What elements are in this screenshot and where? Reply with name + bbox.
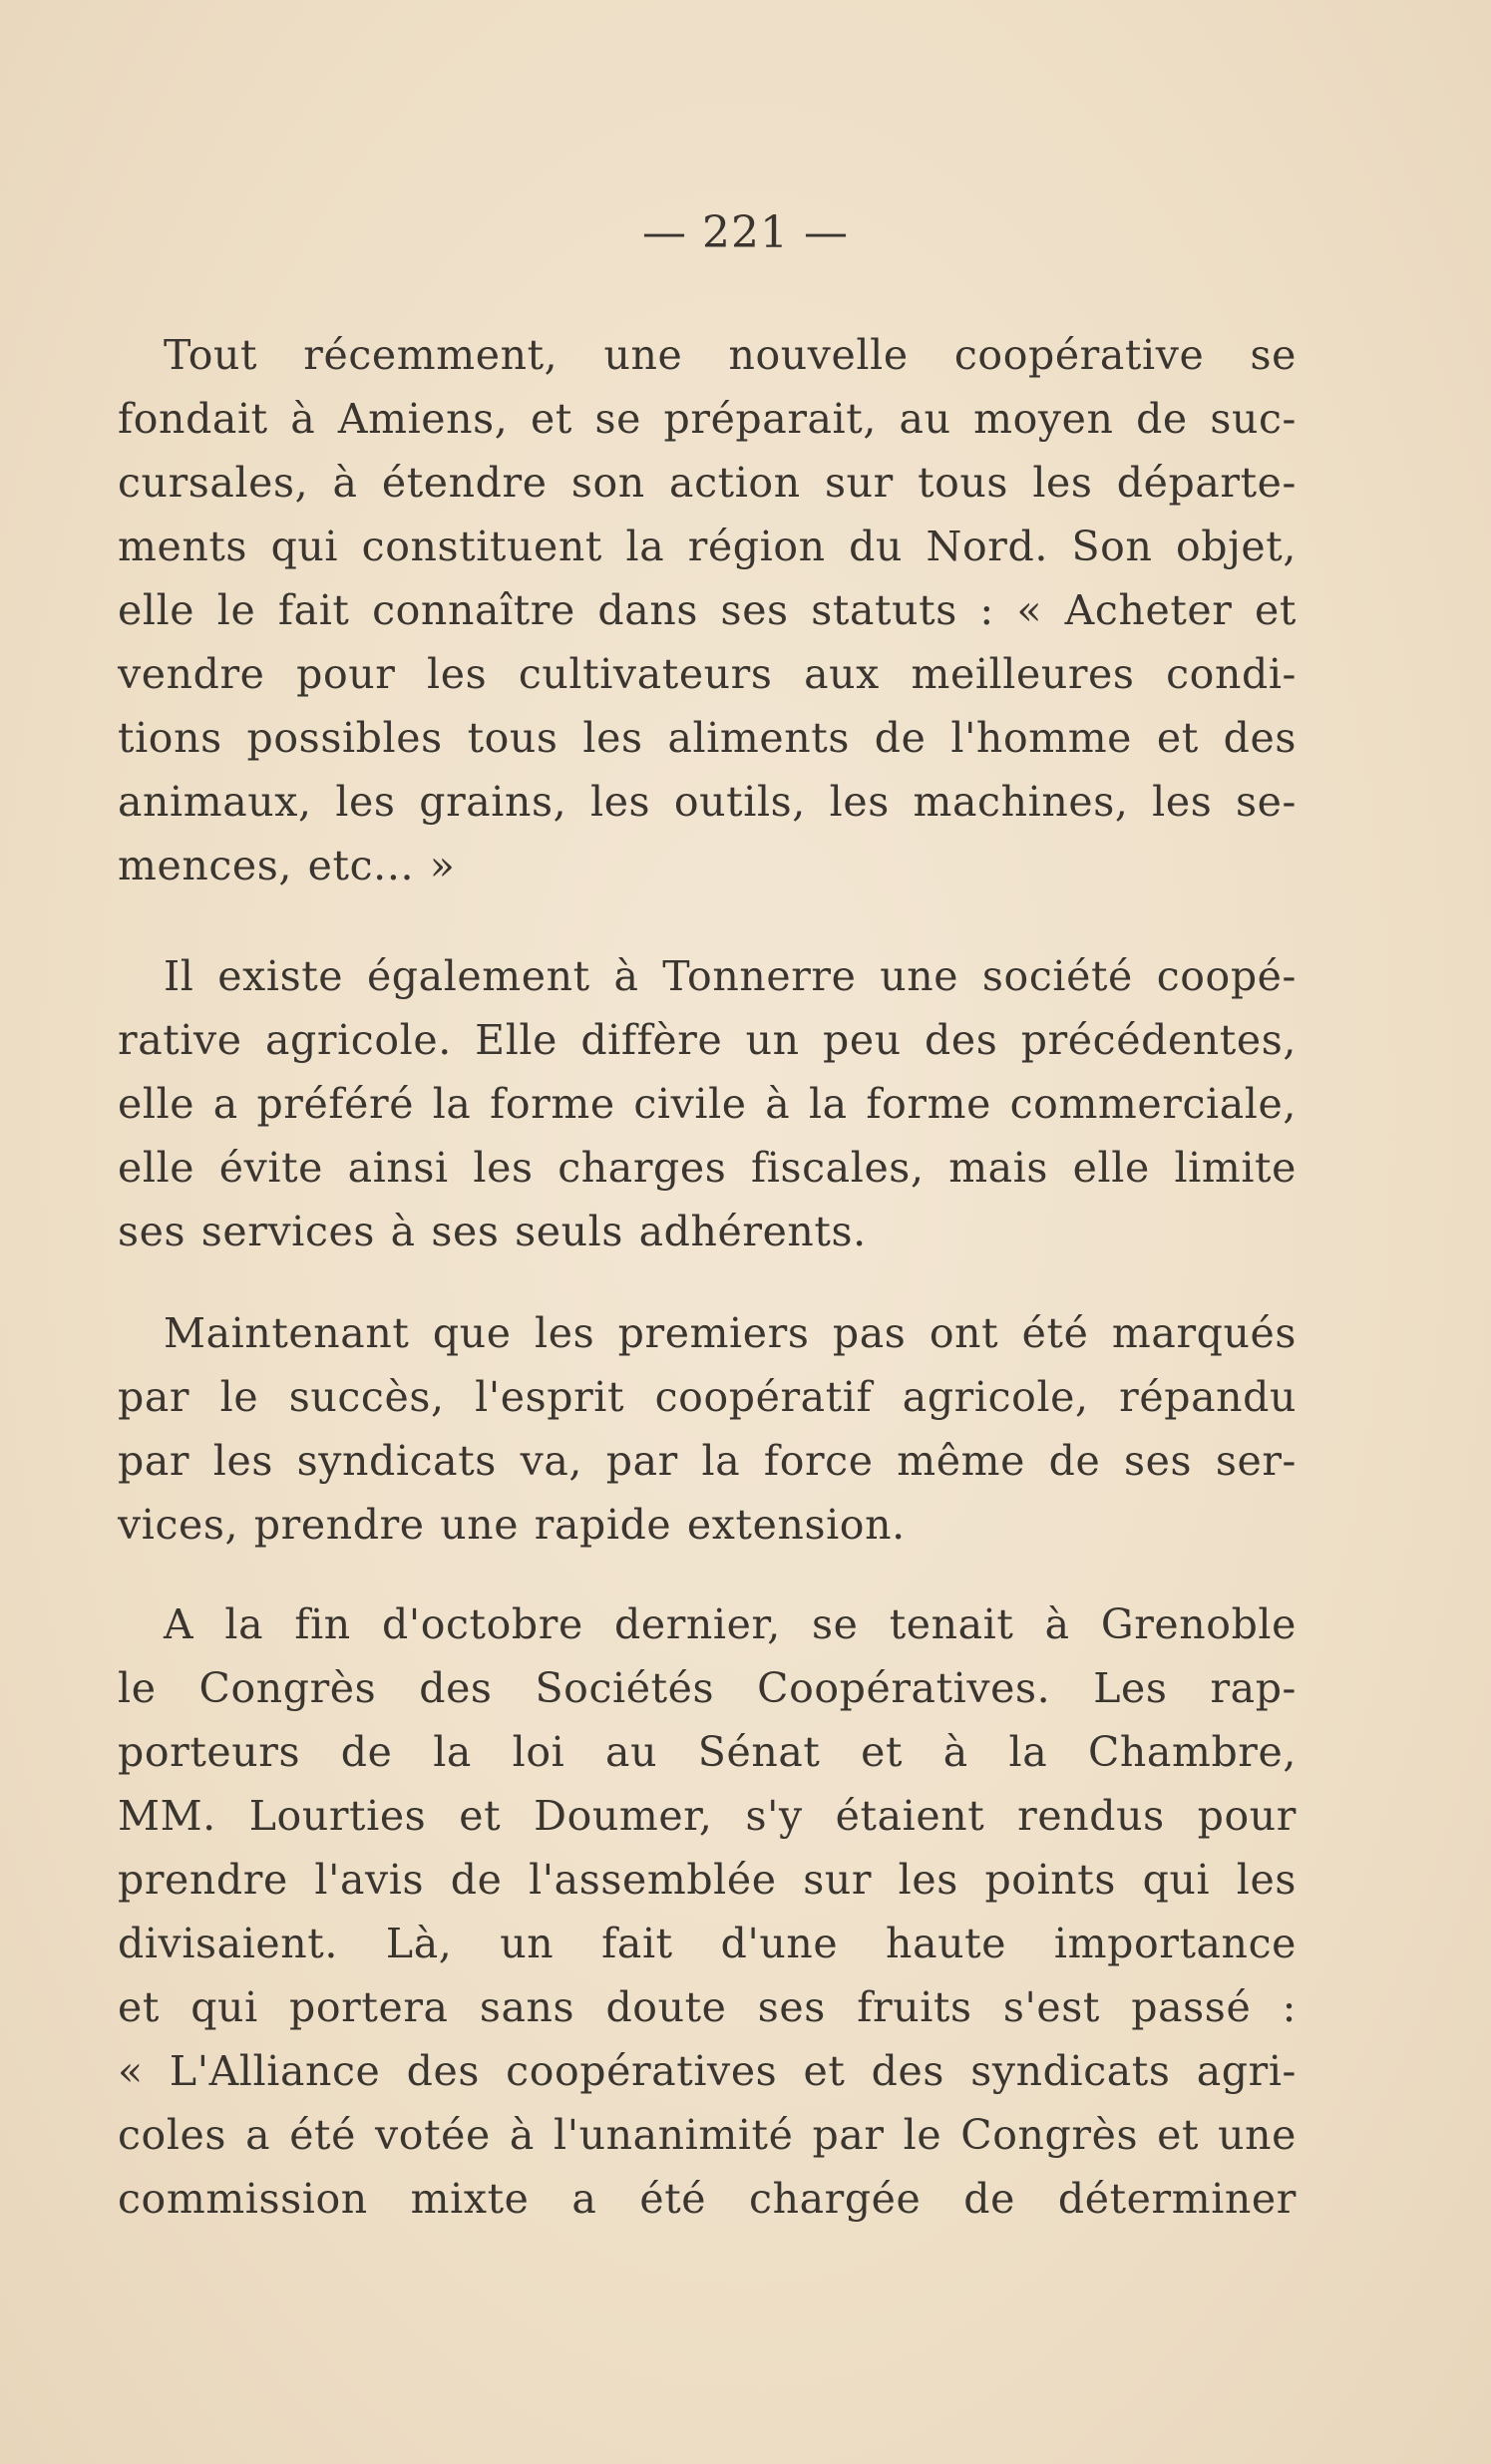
text-line: ments qui constituent la région du Nord. Son objet, <box>118 523 1297 570</box>
text-line: Il existe également à Tonnerre une société coopé- <box>164 952 1297 1000</box>
text-line: prendre l'avis de l'assemblée sur les points qui les <box>118 1856 1297 1904</box>
text-line: animaux, les grains, les outils, les machines, les se- <box>118 778 1297 826</box>
text-line: vendre pour les cultivateurs aux meilleures condi- <box>118 650 1297 698</box>
text-line: par les syndicats va, par la force même de ses ser- <box>118 1437 1297 1485</box>
text-line: « L'Alliance des coopératives et des syndicats agri- <box>118 2047 1297 2095</box>
text-line: Maintenant que les premiers pas ont été marqués <box>164 1309 1297 1357</box>
text-line: MM. Lourties et Doumer, s'y étaient rendus pour <box>118 1792 1297 1840</box>
text-line: A la fin d'octobre dernier, se tenait à Grenoble <box>164 1600 1297 1648</box>
text-line: divisaient. Là, un fait d'une haute importance <box>118 1920 1297 1967</box>
text-line: par le succès, l'esprit coopératif agricole, répandu <box>118 1373 1297 1421</box>
text-line: elle évite ainsi les charges fiscales, mais elle limite <box>118 1144 1297 1192</box>
paragraph-1 <box>118 323 1297 897</box>
text-line: elle le fait connaître dans ses statuts : « Acheter et <box>118 586 1297 634</box>
paragraph-3 <box>118 1301 1297 1557</box>
text-line: coles a été votée à l'unanimité par le Congrès et une <box>118 2111 1297 2159</box>
page-number: — 221 — <box>642 207 849 258</box>
text-line: ses services à ses seuls adhérents. <box>118 1208 867 1255</box>
text-line: fondait à Amiens, et se préparait, au moyen de suc- <box>118 395 1297 443</box>
text-line: mences, etc... » <box>118 842 456 889</box>
text-line: le Congrès des Sociétés Coopératives. Les rap- <box>118 1664 1297 1712</box>
paragraph-2 <box>118 944 1297 1263</box>
text-line: tions possibles tous les aliments de l'homme et des <box>118 714 1297 762</box>
text-line: elle a préféré la forme civile à la forme commerciale, <box>118 1080 1297 1128</box>
text-line: et qui portera sans doute ses fruits s'est passé : <box>118 1983 1297 2031</box>
text-line: rative agricole. Elle diffère un peu des précédentes, <box>118 1016 1297 1064</box>
paragraph-4 <box>118 1592 1297 2231</box>
text-line: porteurs de la loi au Sénat et à la Chambre, <box>118 1728 1297 1776</box>
text-line: Tout récemment, une nouvelle coopérative se <box>164 331 1297 379</box>
text-line: vices, prendre une rapide extension. <box>118 1501 906 1549</box>
text-line: cursales, à étendre son action sur tous les départe- <box>118 459 1297 507</box>
text-line: commission mixte a été chargée de déterminer <box>118 2175 1297 2223</box>
